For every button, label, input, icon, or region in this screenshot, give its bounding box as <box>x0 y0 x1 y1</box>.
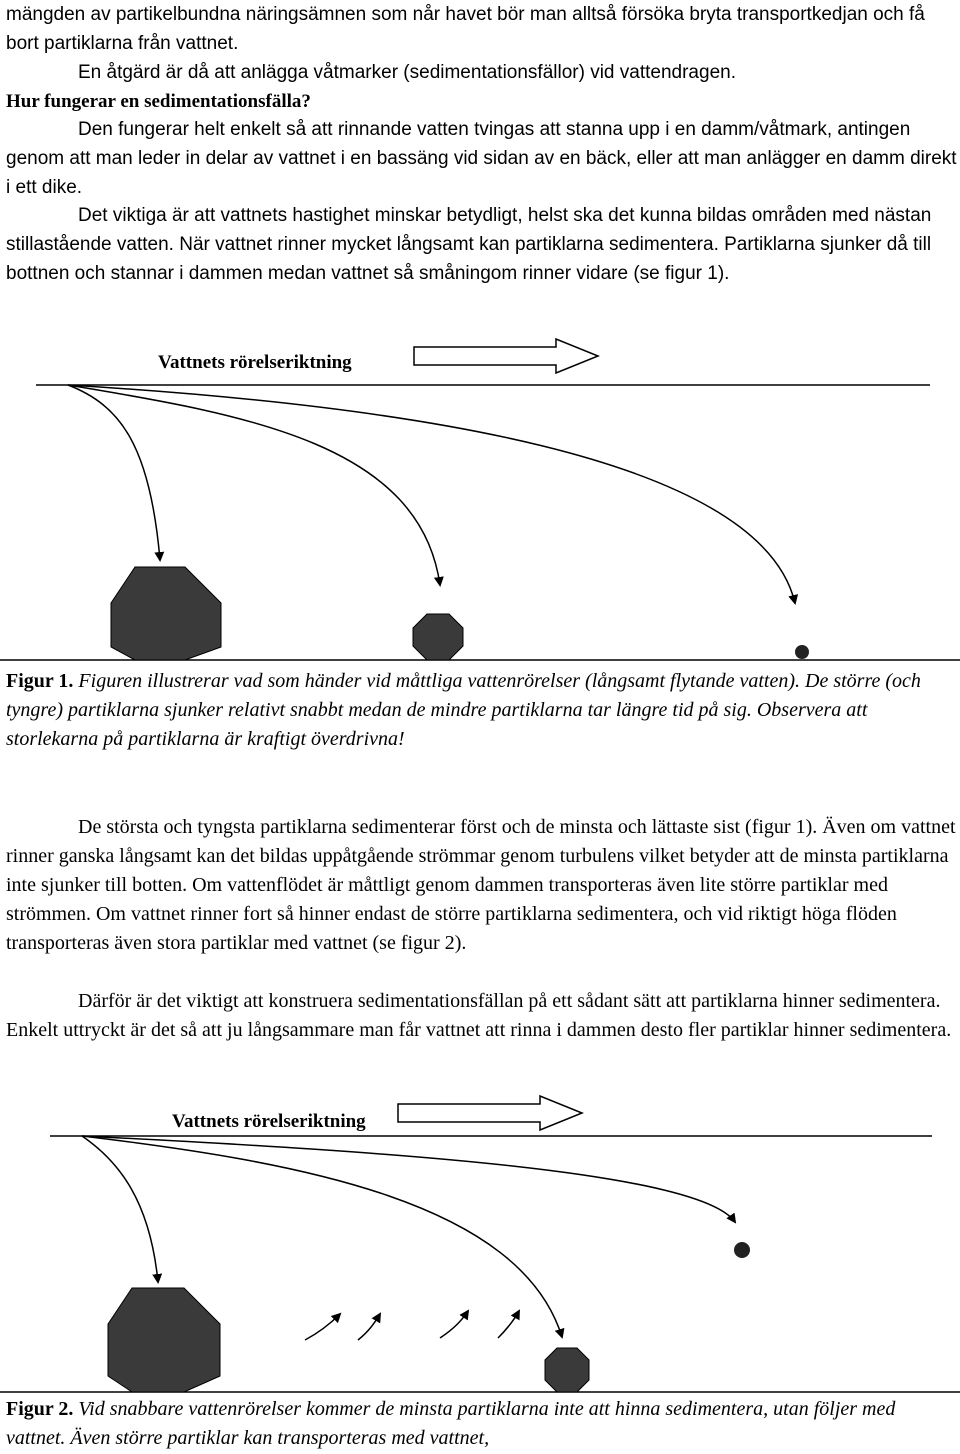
direction-arrow <box>398 1096 582 1130</box>
trajectory-large <box>68 385 160 560</box>
turbulence-arrow-4 <box>498 1311 519 1338</box>
turbulence-arrow-1 <box>305 1314 340 1340</box>
figure1-caption-text: Figuren illustrerar vad som händer vid måttliga vattenrörelser (långsamt flytande vatten). De större (och tyngre) partiklarna sjunker relativt snabbt medan de mindre partiklarna tar längre tid på sig. Observera att storlekarna på partiklarna är kraftigt överdrivna! <box>6 670 921 750</box>
trajectory-large <box>82 1136 158 1282</box>
figure2-diagram <box>0 1092 960 1402</box>
trajectory-medium <box>68 385 440 585</box>
figure2-caption <box>6 1395 958 1453</box>
figure2-caption-text: Vid snabbare vattenrörelser kommer de minsta partiklarna inte att hinna sedimentera, utan följer med vattnet. Även större partiklar kan transporteras med vattnet, <box>6 1398 896 1449</box>
intro-line-2: En åtgärd är då att anlägga våtmarker (sedimentationsfällor) vid vattendragen. <box>78 62 736 83</box>
direction-arrow <box>414 339 598 373</box>
intro-text <box>6 0 958 116</box>
figure2-caption-head: Figur 2. <box>6 1398 74 1420</box>
paragraph-3: De största och tyngsta partiklarna sedimenterar först och de minsta och lättaste sist (figur 1). Även om vattnet rinner ganska långsamt kan det bildas uppåtgående strömmar genom turbulens vilket betyder att de minsta partiklarna inte sjunker till botten. Om vattenflödet är måttligt genom dammen transporteras även lite större partiklar med strömmen. Om vattnet rinner fort så hinner endast de större partiklarna sedimentera, och vid riktigt höga flöden transporteras även stora partiklar med vattnet (se figur 2). <box>6 816 956 954</box>
small-particle <box>734 1242 750 1258</box>
figure1-diagram <box>0 335 960 665</box>
figure2-direction-label: Vattnets rörelseriktning <box>172 1111 366 1132</box>
turbulence-arrow-3 <box>440 1311 468 1338</box>
figure1-caption-head: Figur 1. <box>6 670 74 692</box>
section-heading: Hur fungerar en sedimentationsfälla? <box>6 91 311 112</box>
turbulence-arrow-2 <box>358 1314 380 1340</box>
figure1-caption <box>6 667 958 754</box>
small-particle <box>795 645 809 659</box>
paragraph-4: Därför är det viktigt att konstruera sedimentationsfällan på ett sådant sätt att partiklarna hinner sedimentera. Enkelt uttryckt är det så att ju långsammare man får vattnet att rinna i dammen desto fler partiklar hinner sedimentera. <box>6 990 952 1041</box>
medium-particle <box>545 1348 589 1392</box>
medium-particle <box>413 614 463 660</box>
paragraph-2: Det viktiga är att vattnets hastighet minskar betydligt, helst ska det kunna bildas områden med nästan stillastående vatten. När vattnet rinner mycket långsamt kan partiklarna sedimentera. Partiklarna sjunker då till bottnen och stannar i dammen medan vattnet så småningom rinner vidare (se figur 1). <box>6 205 932 284</box>
paragraph-1: Den fungerar helt enkelt så att rinnande vatten tvingas att stanna upp i en damm/våtmark, antingen genom att man leder in delar av vattnet i en bassäng vid sidan av en bäck, eller att man anlägger en damm direkt i ett dike. <box>6 119 957 198</box>
figure1-direction-label: Vattnets rörelseriktning <box>158 352 352 373</box>
intro-line-1: mängden av partikelbundna näringsämnen som når havet bör man alltså försöka bryta transportkedjan och få bort partiklarna från vattnet. <box>6 4 925 54</box>
large-particle <box>108 1288 220 1392</box>
large-particle <box>111 567 221 660</box>
